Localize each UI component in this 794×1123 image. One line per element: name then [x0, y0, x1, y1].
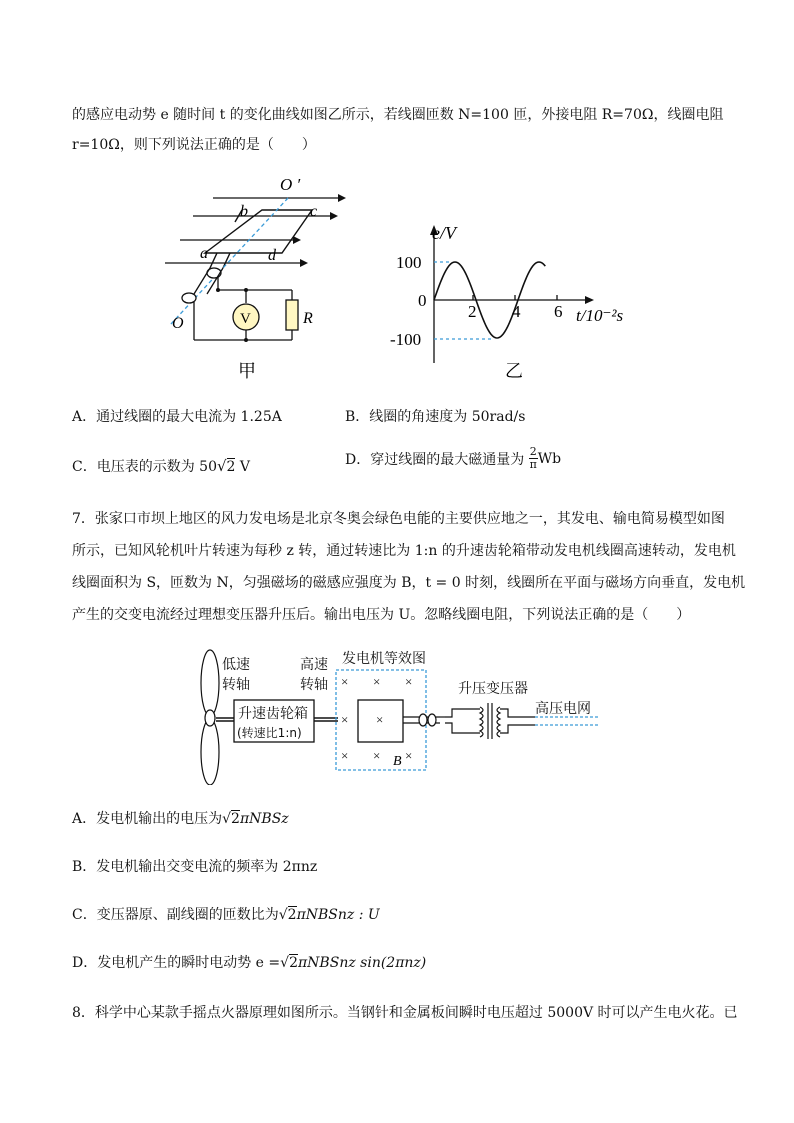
field-cross: ×: [376, 712, 384, 727]
field-cross: ×: [373, 748, 381, 763]
q7-option-a[interactable]: A．发电机输出的电压为√2πNBSz: [72, 811, 289, 827]
q6-option-b[interactable]: B．线圈的角速度为 50rad/s: [345, 409, 526, 425]
graph-xlabel: t/10⁻²s: [576, 306, 624, 325]
label-B: B: [393, 754, 402, 769]
label-c: c: [310, 203, 318, 220]
q7-stem-line4: 产生的交变电流经过理想变压器升压后。输出电压为 U。忽略线圈电阻，下列说法正确的是（ ）: [72, 607, 691, 623]
fraction-numerator: 2: [529, 445, 537, 458]
y-tick-0: 0: [418, 291, 427, 310]
fraction-denominator: π: [529, 458, 537, 471]
x-tick-6: 6: [554, 302, 563, 321]
label-R: R: [303, 310, 313, 327]
label-shaft-low: 转轴: [222, 677, 250, 693]
label-V: V: [240, 311, 251, 327]
q6-option-c-radicand: 2: [226, 459, 236, 475]
q8-stem-line1: 8．科学中心某款手摇点火器原理如图所示。当钢针和金属板间瞬时电压超过 5000V 时可以产生电火花。已: [72, 1005, 738, 1021]
figure-yi-emf-graph: [382, 215, 652, 385]
label-high-speed: 高速: [300, 657, 328, 673]
q7-stem-line2: 所示，已知风轮机叶片转速为每秒 z 转，通过转速比为 1:n 的升速齿轮箱带动发电机线圈高速转动，发电机: [72, 543, 736, 559]
label-b: b: [240, 203, 248, 220]
y-tick-neg100: -100: [390, 330, 422, 349]
field-cross: ×: [373, 674, 381, 689]
q7-option-b[interactable]: B．发电机输出交变电流的频率为 2πnz: [72, 859, 318, 875]
q6-option-c-unit: V: [235, 459, 251, 475]
q6-option-c-text: C．电压表的示数为 50: [72, 459, 217, 475]
field-cross: ×: [341, 712, 349, 727]
field-cross: ×: [405, 674, 413, 689]
q6-option-a[interactable]: A．通过线圈的最大电流为 1.25A: [72, 409, 282, 425]
q6-option-d[interactable]: [345, 446, 561, 471]
q7-option-d-text: D．发电机产生的瞬时电动势 e =: [72, 955, 281, 971]
field-cross: ×: [341, 748, 349, 763]
q7-option-c-expr: πNBSnz : U: [296, 907, 380, 923]
q6-option-d-text: D．穿过线圈的最大磁通量为: [345, 451, 525, 468]
q7-option-a-expr: πNBSz: [239, 811, 289, 827]
label-O-prime: O ′: [280, 175, 301, 194]
label-low-speed: 低速: [222, 657, 250, 673]
q7-option-d-radicand: 2: [289, 955, 298, 971]
y-tick-100: 100: [396, 253, 422, 272]
caption-jia: 甲: [238, 361, 256, 382]
q6-option-d-unit: Wb: [537, 450, 562, 467]
x-tick-4: 4: [512, 302, 521, 321]
q6-option-c[interactable]: C．电压表的示数为 50√2 V: [72, 457, 251, 475]
label-generator-equivalent: 发电机等效图: [342, 651, 426, 667]
q6-stem-line1: 的感应电动势 e 随时间 t 的变化曲线如图乙所示，若线圈匝数 N=100 匝，外接电阻 R=70Ω，线圈电阻: [72, 107, 724, 123]
label-shaft-high: 转轴: [300, 677, 328, 693]
q7-option-a-radicand: 2: [231, 811, 240, 827]
caption-yi: 乙: [505, 361, 523, 382]
label-d: d: [268, 247, 276, 264]
graph-ylabel: e/V: [432, 223, 456, 243]
label-hv-grid: 高压电网: [535, 701, 591, 717]
q7-stem-line1: 7．张家口市坝上地区的风力发电场是北京冬奥会绿色电能的主要供应地之一，其发电、输电简易模型如图: [72, 511, 725, 527]
label-a: a: [200, 245, 208, 262]
label-gear-ratio: (转速比1:n): [237, 726, 302, 740]
q7-option-c[interactable]: C．变压器原、副线圈的匝数比为√2πNBSnz : U: [72, 907, 380, 923]
q6-stem-line2: r=10Ω，则下列说法正确的是（ ）: [72, 137, 316, 153]
label-O: O: [172, 315, 184, 332]
q7-option-d-expr: πNBSnz sin(2πnz): [297, 955, 427, 971]
q7-option-d[interactable]: D．发电机产生的瞬时电动势 e =√2πNBSnz sin(2πnz): [72, 955, 427, 971]
q6-option-d-fraction: [529, 446, 538, 471]
q7-option-c-radicand: 2: [287, 907, 297, 923]
x-tick-2: 2: [468, 302, 477, 321]
figure-wind-generator: [190, 645, 610, 785]
q7-option-c-text: C．变压器原、副线圈的匝数比为: [72, 907, 279, 923]
figure-jia-generator: [160, 170, 360, 385]
q7-option-a-text: A．发电机输出的电压为: [72, 811, 223, 827]
label-gearbox: 升速齿轮箱: [238, 706, 308, 722]
field-cross: ×: [405, 748, 413, 763]
q7-stem-line3: 线圈面积为 S，匝数为 N，匀强磁场的磁感应强度为 B，t = 0 时刻，线圈所在平面与磁场方向垂直，发电机: [72, 575, 746, 591]
label-step-up-transformer: 升压变压器: [458, 681, 528, 697]
field-cross: ×: [341, 674, 349, 689]
